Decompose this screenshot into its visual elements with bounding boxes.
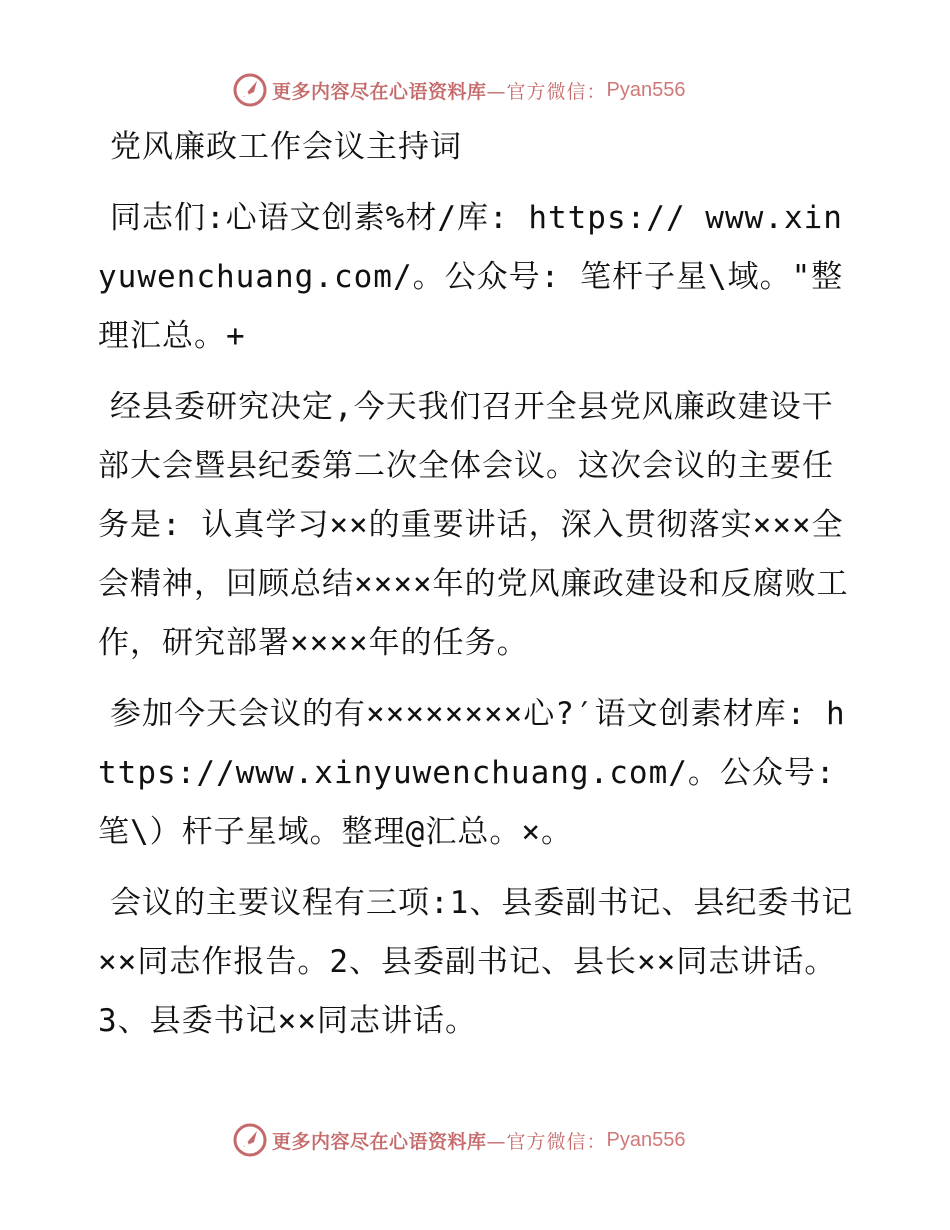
paragraph-4: 会议的主要议程有三项:1、县委副书记、县纪委书记××同志作报告。2、县委副书记、县长××同志讲话。3、县委书记××同志讲话。 [98,885,854,1039]
document-title: 党风廉政工作会议主持词 [110,129,462,165]
paragraph-2: 经县委研究决定,今天我们召开全县党风廉政建设干部大会暨县纪委第二次全体会议。这次会议的主要任务是: 认真学习××的重要讲话，深入贯彻落实×××全会精神，回顾总结××××年的党风廉政建设和反腐败工作，研究部署××××年的任务。 [98,389,849,661]
header-watermark [232,70,686,110]
watermark-main-text: 更多内容尽在心语资料库 [272,1130,487,1153]
paragraph-3: 参加今天会议的有××××××××心?′语文创素材库: https://www.xinyuwenchuang.com/。公众号: 笔\）杆子星域。整理@汇总。×。 [98,696,846,850]
feather-pen-logo-icon [232,1122,268,1158]
watermark-sub-text: —官方微信： [486,1130,607,1153]
watermark-main-text: 更多内容尽在心语资料库 [272,80,487,103]
feather-pen-logo-icon [232,72,268,108]
paragraph-1: 同志们:心语文创素%材/库: https:// www.xinyuwenchuang.com/。公众号: 笔杆子星\域。"整理汇总。+ [98,200,844,354]
watermark-wechat-id: Pyan556 [606,1128,686,1151]
watermark-wechat-id: Pyan556 [606,78,686,101]
watermark-sub-text: —官方微信： [486,80,607,103]
document-body [98,118,858,1063]
footer-watermark [232,1120,686,1160]
